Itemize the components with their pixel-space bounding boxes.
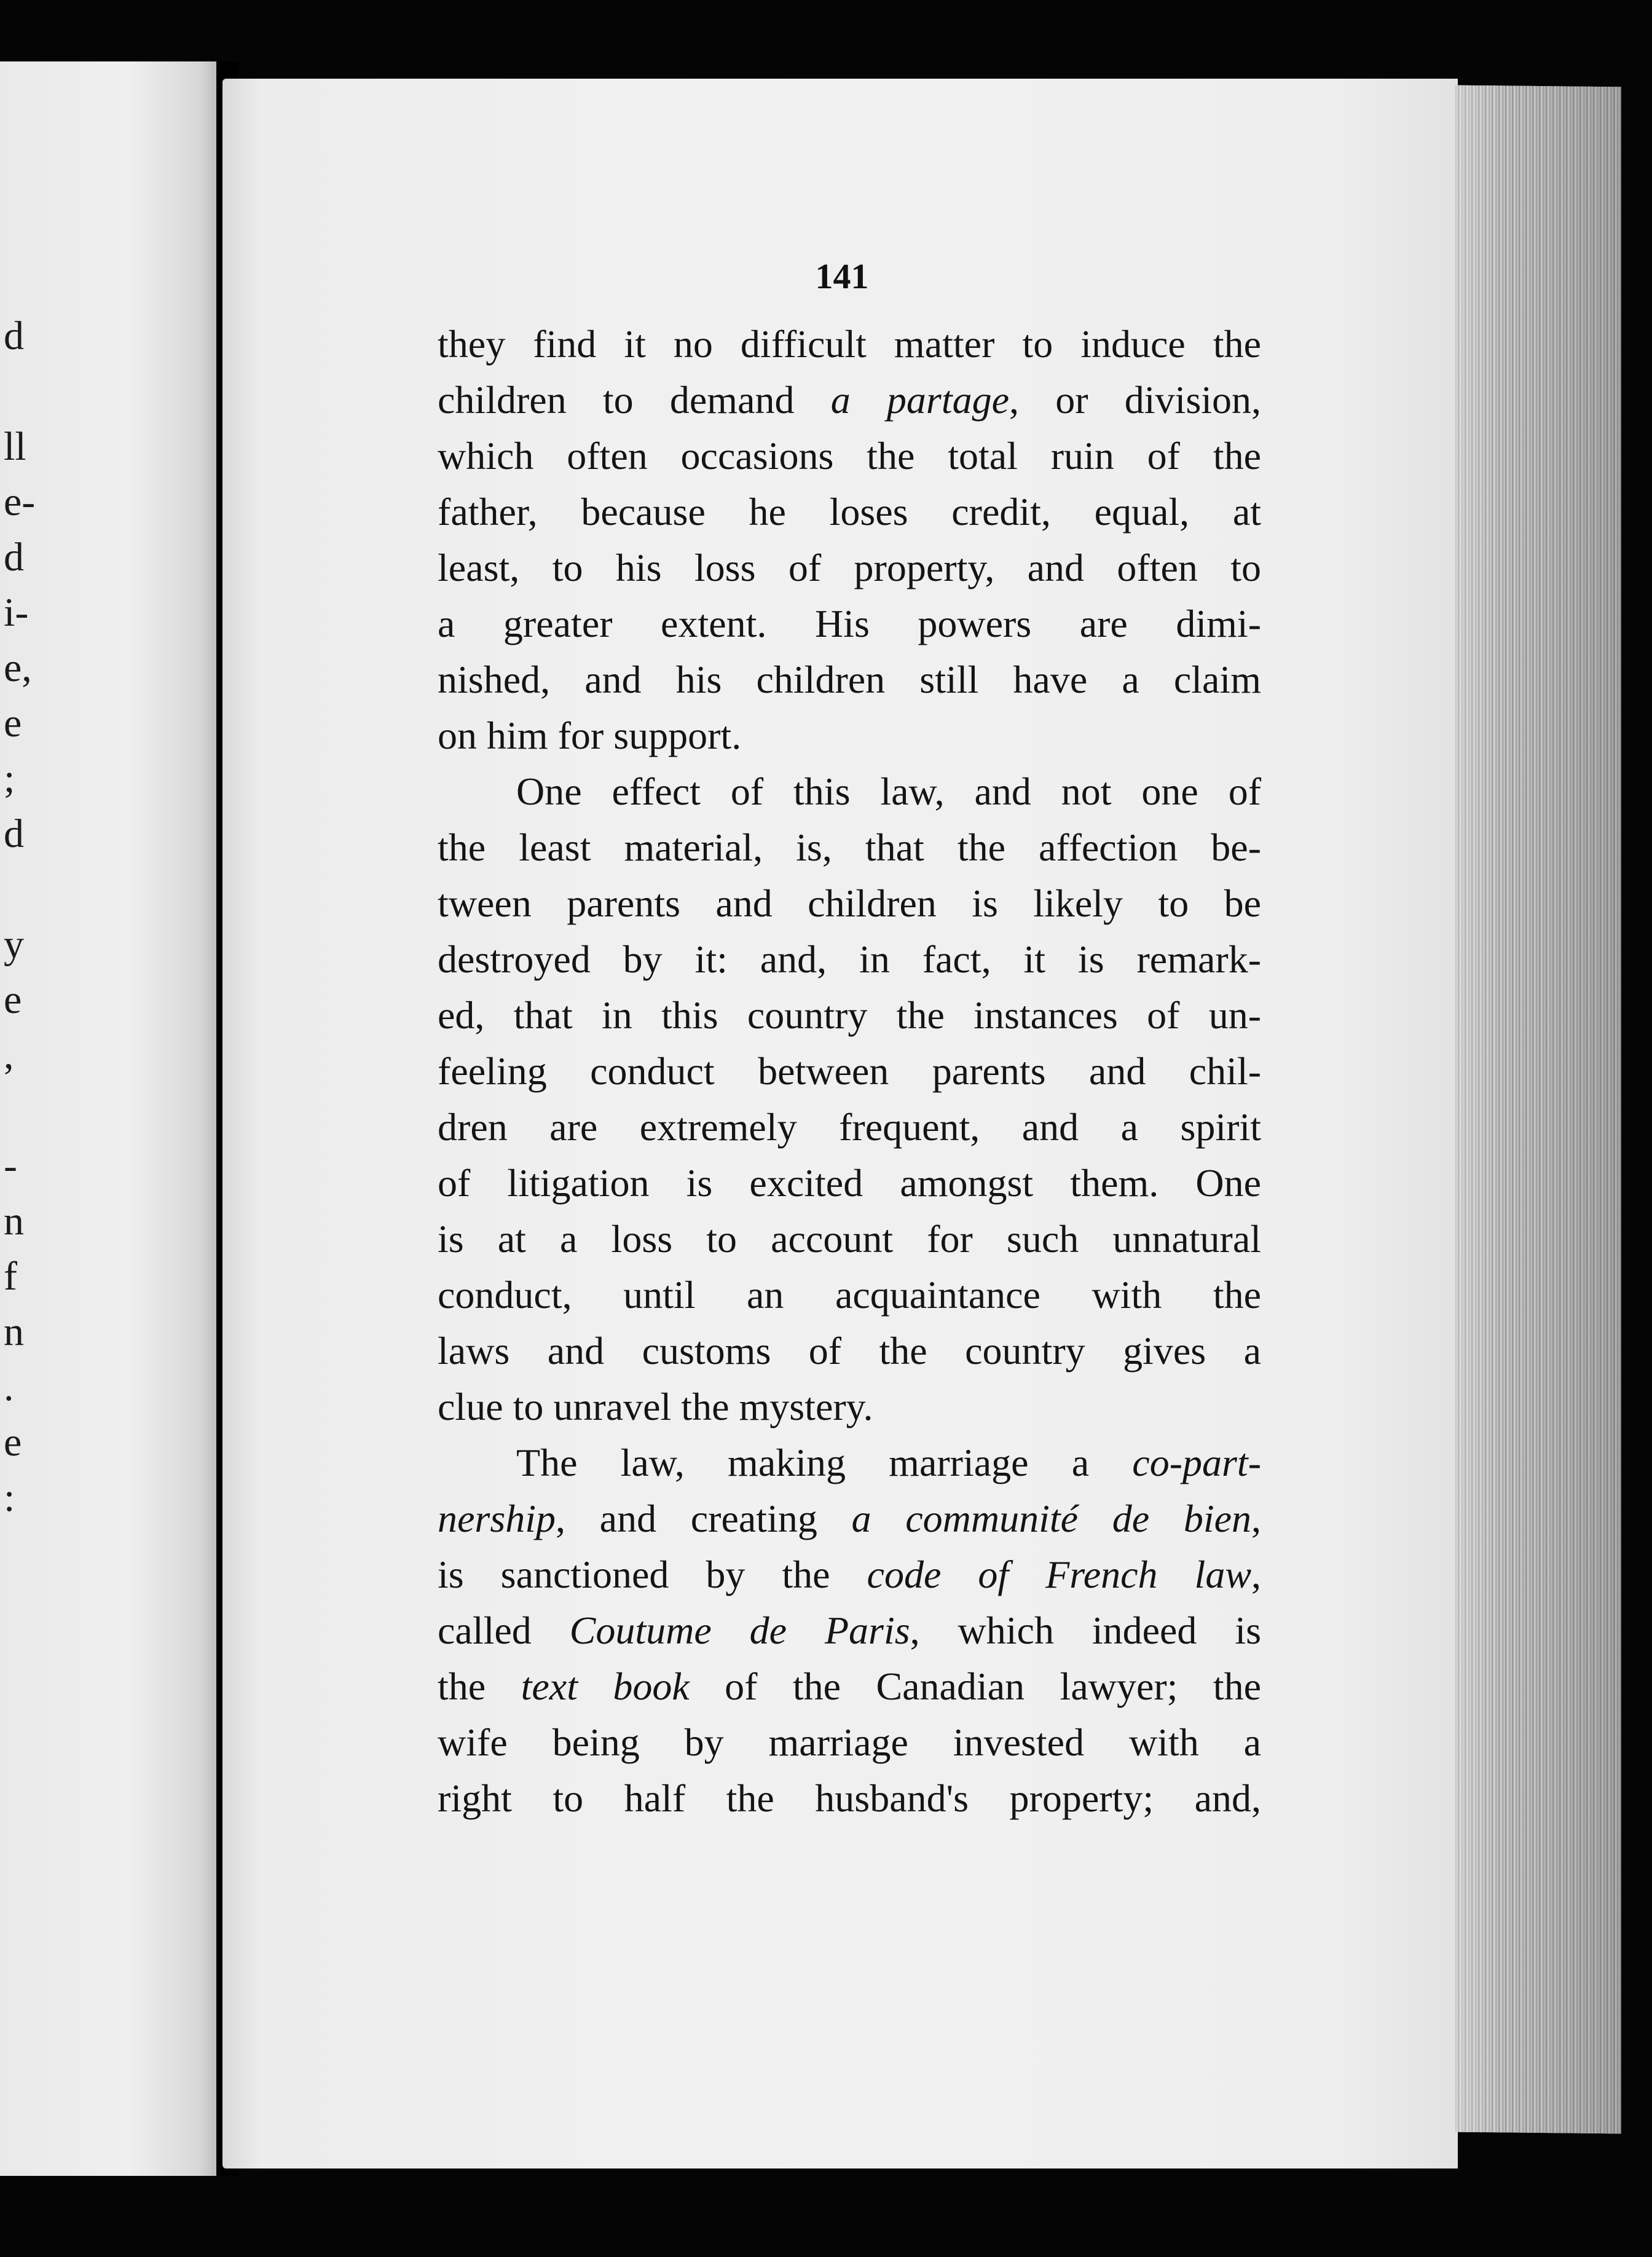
text-segment: The law, making marriage a [516, 1441, 1133, 1484]
text-segment: dren are extremely frequent, and a spirit [438, 1105, 1261, 1149]
text-line [438, 1770, 1261, 1826]
text-line [438, 707, 1261, 763]
facing-page-fragment: . [4, 1365, 14, 1409]
facing-page-fragment: e- [4, 479, 36, 524]
text-segment: One effect of this law, and not one of [516, 770, 1261, 813]
text-segment: of the Canadian lawyer; the [689, 1664, 1262, 1708]
text-line [438, 1714, 1261, 1770]
italic-text: a partage [830, 378, 1010, 422]
facing-page-fragment: i- [4, 590, 29, 635]
text-line [438, 1099, 1261, 1155]
italic-text: nership [438, 1497, 556, 1540]
facing-page-fragment: : [4, 1475, 15, 1520]
text-segment: wife being by marriage invested with a [438, 1720, 1261, 1764]
text-segment: a greater extent. His powers are dimi- [438, 602, 1261, 645]
text-segment: children to demand [438, 378, 831, 422]
text-line [438, 372, 1261, 428]
text-line [438, 484, 1261, 540]
facing-page-fragment: ; [4, 756, 15, 801]
italic-text: text book [521, 1664, 690, 1708]
text-segment: , [1251, 1497, 1261, 1540]
facing-page-fragment: e, [4, 645, 32, 690]
text-segment: which often occasions the total ruin of the [438, 434, 1261, 478]
text-segment: nished, and his children still have a claim [438, 658, 1261, 701]
text-segment: , which indeed is [910, 1609, 1261, 1652]
text-line [438, 540, 1261, 596]
text-segment: right to half the husband's property; and, [438, 1776, 1261, 1820]
text-line [438, 1155, 1261, 1211]
facing-page-fragment: n [4, 1309, 24, 1354]
text-line [438, 931, 1261, 987]
italic-text: Coutume de Paris [569, 1609, 910, 1652]
facing-page-fragment: f [4, 1254, 17, 1299]
text-line [438, 1267, 1261, 1323]
facing-page [0, 61, 216, 2176]
text-segment: called [438, 1609, 570, 1652]
facing-page-fragment: - [4, 1143, 17, 1188]
text-segment: laws and customs of the country gives a [438, 1329, 1261, 1373]
italic-text: co-part- [1132, 1441, 1261, 1484]
facing-page-fragment: d [4, 811, 24, 856]
text-line [438, 819, 1261, 875]
text-line [438, 1491, 1261, 1546]
italic-text: code of French law [867, 1553, 1252, 1596]
facing-page-fragment: n [4, 1199, 24, 1243]
text-line [438, 875, 1261, 931]
facing-page-fragment: , [4, 1033, 14, 1077]
text-segment: on him for support. [438, 714, 742, 757]
body-text [438, 316, 1261, 1826]
text-line [438, 1379, 1261, 1435]
text-segment: , [1251, 1553, 1262, 1596]
facing-page-fragment: e [4, 1420, 22, 1465]
text-line [438, 596, 1261, 652]
text-segment: tween parents and children is likely to be [438, 881, 1261, 925]
text-line [438, 1546, 1261, 1602]
text-line [438, 1658, 1261, 1714]
text-line [438, 1043, 1261, 1099]
text-segment: , or division, [1009, 378, 1262, 422]
text-line [438, 987, 1261, 1043]
facing-page-fragment: ll [4, 424, 26, 469]
facing-page-fragment: e [4, 701, 22, 746]
facing-page-fragment: d [4, 535, 24, 580]
facing-page-fragment: d [4, 313, 24, 358]
text-line [438, 763, 1261, 819]
text-segment: ed, that in this country the instances of un- [438, 993, 1261, 1037]
text-segment: , and creating [556, 1497, 852, 1540]
text-line [438, 316, 1261, 372]
facing-page-fragment: e [4, 977, 22, 1022]
text-segment: destroyed by it: and, in fact, it is remark- [438, 937, 1261, 981]
page-number: 141 [815, 256, 869, 296]
text-segment: conduct, until an acquaintance with the [438, 1273, 1261, 1317]
text-segment: father, because he loses credit, equal, at [438, 490, 1261, 534]
text-segment: they find it no difficult matter to induce the [438, 322, 1261, 366]
text-segment: is at a loss to account for such unnatural [438, 1217, 1261, 1261]
text-line [438, 1323, 1261, 1379]
text-segment: the [438, 1664, 521, 1708]
text-line [438, 428, 1261, 484]
text-line [438, 1211, 1261, 1267]
italic-text: a communité de bien [851, 1497, 1251, 1540]
text-line [438, 1435, 1261, 1491]
text-segment: clue to unravel the mystery. [438, 1385, 873, 1428]
text-segment: is sanctioned by the [438, 1553, 867, 1596]
page-edges [1455, 85, 1621, 2134]
text-line [438, 652, 1261, 707]
text-segment: least, to his loss of property, and often to [438, 546, 1261, 589]
text-segment: of litigation is excited amongst them. One [438, 1161, 1261, 1205]
text-segment: the least material, is, that the affection be- [438, 825, 1261, 869]
text-line [438, 1602, 1261, 1658]
facing-page-fragment: y [4, 922, 24, 967]
text-segment: feeling conduct between parents and chil- [438, 1049, 1261, 1093]
